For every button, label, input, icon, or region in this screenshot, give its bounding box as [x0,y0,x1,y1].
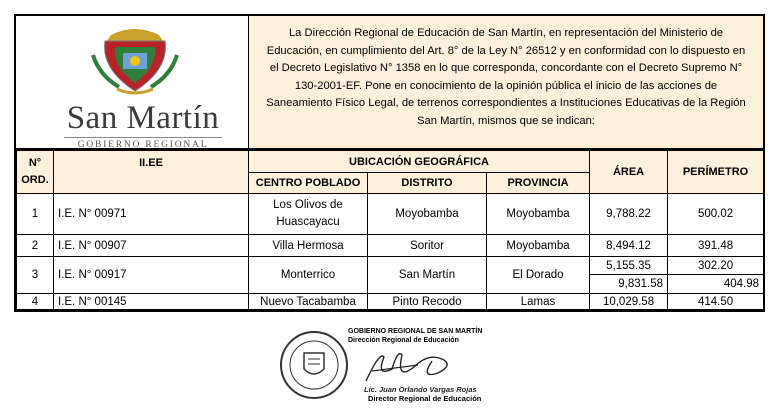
header-order: N° ORD. [17,151,54,194]
signature-org-name: GOBIERNO REGIONAL DE SAN MARTÍN [348,328,483,335]
cell-order: 1 [17,194,54,235]
cell-centro: Los Olivos de Huascayacu [249,194,368,235]
signature-dept: Dirección Regional de Educación [348,337,459,344]
cell-iiee: I.E. N° 00917 [54,257,249,294]
cell-area: 9,831.58 [590,275,668,294]
notice-sheet [14,14,765,312]
cell-iiee: I.E. N° 00971 [54,194,249,235]
table-row [17,294,764,310]
logo-subtitle: GOBIERNO REGIONAL [77,140,209,150]
cell-centro: Nuevo Tacabamba [249,294,368,310]
header-centro: CENTRO POBLADO [249,173,368,194]
cell-iiee: I.E. N° 00145 [54,294,249,310]
signature-block [278,325,518,411]
cell-order: 2 [17,235,54,257]
notice-header [16,16,763,150]
cell-provincia: Lamas [487,294,590,310]
handwritten-signature-icon [358,347,468,387]
schools-table [16,150,764,310]
table-row [17,257,764,275]
cell-order: 4 [17,294,54,310]
regional-crest-icon [89,25,181,99]
cell-perimetro: 391.48 [668,235,764,257]
logo-divider [64,137,222,138]
signature-org [348,327,482,345]
cell-area: 8,494.12 [590,235,668,257]
notice-text: La Dirección Regional de Educación de San Martín, en representación del Ministerio de Educación, en cumplimiento del Art. 8° de la Ley N° 26512 y en conformidad con lo dispuesto en el Decreto Legislativo N° 1358 en lo que corresponda, concordante con el Decreto Supremo N° 130-2001-EF. Pone en conocimiento de la opinión pública el inicio de las acciones de Saneamiento Físico Legal, de terrenos correspondientes a Instituciones Educativas de la Región San Martín, mismos que se indican: [249,16,763,148]
cell-area: 5,155.35 [590,257,668,275]
cell-provincia: El Dorado [487,257,590,294]
cell-distrito: Moyobamba [368,194,487,235]
cell-perimetro: 302.20 [668,257,764,275]
cell-perimetro: 404.98 [668,275,764,294]
header-provincia: PROVINCIA [487,173,590,194]
cell-centro: Monterrico [249,257,368,294]
cell-distrito: Pinto Recodo [368,294,487,310]
cell-centro: Villa Hermosa [249,235,368,257]
cell-provincia: Moyobamba [487,235,590,257]
logo-name: San Martín [66,100,220,136]
cell-area: 9,788.22 [590,194,668,235]
logo-cell [16,16,249,148]
table-row [17,235,764,257]
header-iiee: II.EE [54,151,249,194]
header-ubicacion: UBICACIÓN GEOGRÁFICA [249,151,590,173]
cell-order: 3 [17,257,54,294]
official-seal-icon [278,329,350,401]
header-distrito: DISTRITO [368,173,487,194]
cell-distrito: San Martín [368,257,487,294]
signer-role: Director Regional de Educación [368,394,482,403]
header-row-1 [17,151,764,173]
cell-area: 10,029.58 [590,294,668,310]
signer-name: Lic. Juan Orlando Vargas Rojas [364,385,477,394]
table-row [17,194,764,235]
logo-wordmark [58,102,228,150]
cell-iiee: I.E. N° 00907 [54,235,249,257]
header-perimetro: PERÍMETRO [668,151,764,194]
cell-provincia: Moyobamba [487,194,590,235]
cell-perimetro: 414.50 [668,294,764,310]
cell-distrito: Soritor [368,235,487,257]
cell-perimetro: 500.02 [668,194,764,235]
header-area: ÁREA [590,151,668,194]
